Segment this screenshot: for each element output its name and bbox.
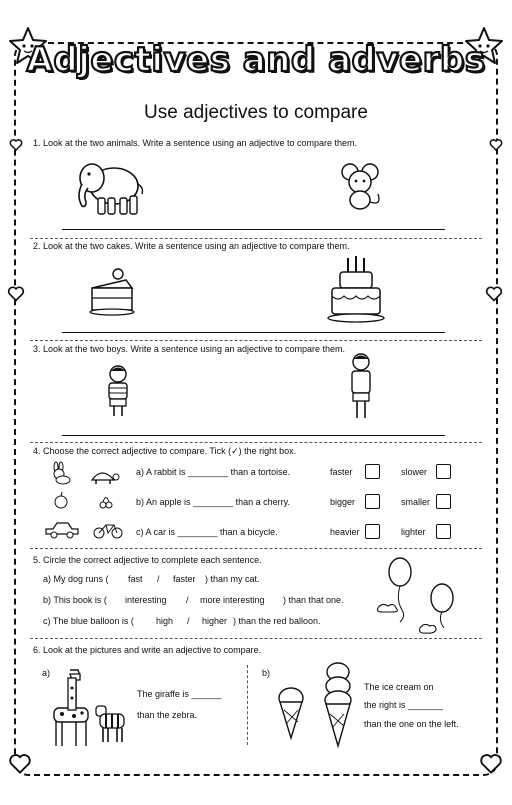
elephant-icon [74, 152, 146, 218]
divider [30, 638, 482, 639]
question-5: 5. Circle the correct adjective to complete each sentence. [33, 555, 262, 565]
tall-ice-cream-icon [322, 662, 354, 748]
q5-option[interactable]: higher [202, 616, 228, 626]
q4-option: slower [401, 467, 428, 477]
q5-slash: / [157, 574, 160, 584]
question-6: 6. Look at the pictures and write an adjective to compare. [33, 645, 262, 655]
q4-option: heavier [330, 527, 360, 537]
q4-option: lighter [401, 527, 426, 537]
q5-option[interactable]: more interesting [200, 595, 265, 605]
zebra-icon [92, 700, 128, 744]
tortoise-icon [88, 466, 120, 486]
q4-sentence: b) An apple is ________ than a cherry. [136, 497, 290, 507]
question-2: 2. Look at the two cakes. Write a sentence using an adjective to compare them. [33, 241, 350, 251]
q6a-text: The giraffe is ______ [137, 689, 222, 699]
q4-option: smaller [401, 497, 431, 507]
heart-icon [9, 138, 23, 152]
question-4: 4. Choose the correct adjective to compare. Tick (✓) the right box. [33, 446, 297, 456]
q6b-text: the right is _______ [364, 700, 444, 710]
heart-icon [7, 752, 33, 776]
q5-sentence-start: a) My dog runs ( [43, 574, 109, 584]
q4-sentence: a) A rabbit is ________ than a tortoise. [136, 467, 291, 477]
q5-sentence-end: ) than that one. [283, 595, 344, 605]
q5-slash: / [186, 595, 189, 605]
mouse-icon [338, 160, 388, 212]
q5-sentence-end: ) than my cat. [205, 574, 260, 584]
q6b-text: The ice cream on [364, 682, 434, 692]
divider [30, 238, 482, 239]
apple-icon [53, 491, 69, 509]
bicycle-icon [92, 521, 124, 539]
q6b-text: than the one on the left. [364, 719, 459, 729]
answer-line[interactable] [62, 332, 445, 333]
q6-label-b: b) [262, 668, 271, 678]
divider [30, 548, 482, 549]
tick-box[interactable] [365, 494, 380, 509]
cherry-icon [98, 491, 114, 509]
small-boy-icon [103, 364, 133, 420]
q4-sentence: c) A car is ________ than a bicycle. [136, 527, 278, 537]
q5-option[interactable]: faster [173, 574, 196, 584]
q5-option[interactable]: high [156, 616, 174, 626]
rabbit-icon [48, 462, 72, 484]
divider [30, 340, 482, 341]
cake-slice-icon [88, 266, 136, 316]
divider [30, 442, 482, 443]
question-3: 3. Look at the two boys. Write a sentence using an adjective to compare them. [33, 344, 346, 354]
giraffe-icon [50, 666, 90, 748]
worksheet-subtitle: Use adjectives to compare [144, 102, 368, 123]
question-1: 1. Look at the two animals. Write a sentence using an adjective to compare them. [33, 138, 358, 148]
birthday-cake-icon [326, 252, 386, 324]
tick-box[interactable] [436, 494, 451, 509]
balloons-icon [376, 556, 462, 638]
q6-label-a: a) [42, 668, 51, 678]
small-ice-cream-icon [276, 686, 306, 740]
tick-box[interactable] [365, 464, 380, 479]
answer-line[interactable] [62, 435, 445, 436]
tall-boy-icon [345, 352, 377, 422]
q5-sentence-end: ) than the red balloon. [233, 616, 321, 626]
q5-slash: / [187, 616, 190, 626]
vertical-divider [247, 665, 248, 745]
heart-icon [478, 752, 504, 776]
answer-line[interactable] [62, 229, 445, 230]
car-icon [44, 520, 80, 540]
q5-option[interactable]: interesting [125, 595, 167, 605]
q5-sentence-start: b) This book is ( [43, 595, 107, 605]
heart-icon [7, 285, 25, 303]
heart-icon [489, 138, 503, 152]
q4-option: bigger [330, 497, 356, 507]
q5-sentence-start: c) The blue balloon is ( [43, 616, 134, 626]
tick-box[interactable] [365, 524, 380, 539]
heart-icon [485, 285, 503, 303]
worksheet-title: Adjectives and adverbs [26, 40, 486, 80]
tick-box[interactable] [436, 524, 451, 539]
q5-option[interactable]: fast [128, 574, 143, 584]
q6a-text: than the zebra. [137, 710, 198, 720]
tick-box[interactable] [436, 464, 451, 479]
q4-option: faster [330, 467, 353, 477]
